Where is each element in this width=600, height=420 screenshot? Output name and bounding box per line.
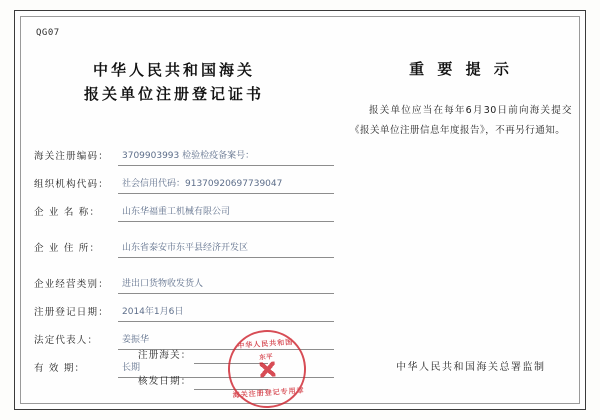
field-value: 2014年1月6日 [118,306,334,322]
field-label: 企业经营类别： [34,279,109,290]
field-label: 企 业 名 称： [34,207,101,218]
field-label: 海关注册编码： [34,151,109,162]
register-customs-label: 注册海关： [138,350,192,361]
field-value: 山东华福重工机械有限公司 [118,206,334,222]
notice-title: 重 要 提 示 [409,60,513,78]
field-value: 长期 [118,362,334,378]
issue-date-label: 核发日期： [138,376,192,387]
field-row [34,260,334,294]
notice-body: 报关单位应当在每年6月30日前向海关提交《报关单位注册信息年度报告》，不再另行通知。 [350,105,572,136]
field-label: 组织机构代码： [34,179,109,190]
field-value: 进出口货物收发货人 [118,278,334,294]
title-line-1: 中华人民共和国海关 [92,61,255,79]
field-value: 山东省泰安市东平县经济开发区 [118,242,334,258]
seal-mid-text: 东平 [258,352,274,362]
certificate-title-block [34,58,334,106]
field-row [34,224,334,258]
seal-top-text: 中华人民共和国 [236,337,294,351]
issuing-authority: 中华人民共和国海关总署监制 [396,362,546,373]
field-label: 法定代表人： [34,335,99,346]
field-value: 姜振华 [118,334,334,350]
field-label: 企 业 住 所： [34,243,101,254]
title-line-2: 报关单位注册登记证书 [83,85,264,103]
field-value: 社会信用代码：91370920697739047 [118,178,334,194]
field-row [34,296,334,322]
form-code-label: QG07 [36,28,60,38]
field-value: 3709903993 检验检疫备案号： [118,150,334,166]
field-label: 注册登记日期： [34,307,109,318]
field-label: 有 效 期： [34,363,86,374]
important-notice [350,58,572,141]
field-row [34,168,334,194]
seal-bottom-text: 海关注册登记专用章 [232,385,305,400]
field-row [34,140,334,166]
field-row [34,196,334,222]
